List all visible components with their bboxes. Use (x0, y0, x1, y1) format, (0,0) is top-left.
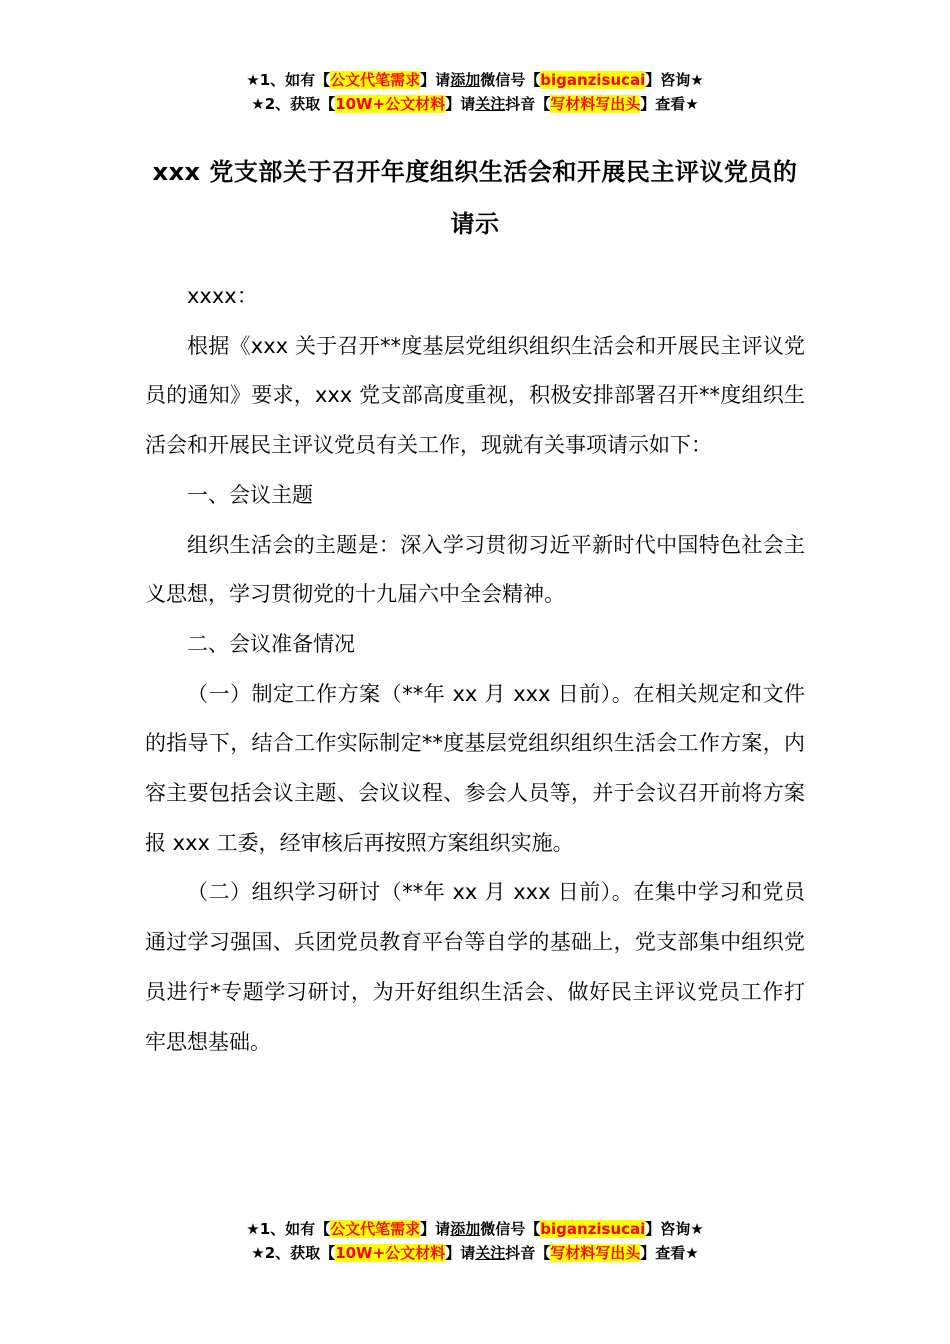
promo-highlight: 10W+公文材料 (335, 1244, 446, 1262)
promo-line-1 (0, 68, 950, 92)
promo-text: 】查看★ (640, 95, 699, 113)
promo-text: 】请 (445, 95, 476, 113)
promo-underlined: 关注 (475, 1244, 506, 1262)
promo-line-2 (0, 92, 950, 116)
promo-highlight: 10W+公文材料 (335, 95, 446, 113)
promo-text: 】查看★ (640, 1244, 699, 1262)
promo-underlined: 添加 (450, 71, 481, 89)
section-heading: 二、会议准备情况 (187, 631, 355, 656)
promo-line-1 (0, 1217, 950, 1241)
promo-text: 】请 (420, 71, 451, 89)
footer-promo-banner (0, 1217, 950, 1265)
body-paragraph: （一）制定工作方案（**年 xx 月 xxx 日前）。在相关规定和文件的指导下，结合工作实际制定**度基层党组织组织生活会工作方案，内容主要包括会议主题、会议议程、参会人员等，并于会议召开前将方案报 xxx 工委，经审核后再按照方案组织实施。 (145, 681, 805, 855)
promo-text: 】请 (445, 1244, 476, 1262)
section-heading: 一、会议主题 (187, 482, 313, 507)
promo-douyin-id: 写材料写出头 (550, 95, 641, 113)
promo-wechat-id: biganzisucai (540, 1220, 646, 1238)
body-paragraph: 组织生活会的主题是：深入学习贯彻习近平新时代中国特色社会主义思想，学习贯彻党的十九届六中全会精神。 (145, 532, 805, 607)
document-title: xxx 党支部关于召开年度组织生活会和开展民主评议党员的请示 (152, 158, 798, 238)
promo-text: ★2、获取【 (251, 1244, 336, 1262)
intro-paragraph: 根据《xxx 关于召开**度基层党组织组织生活会和开展民主评议党员的通知》要求，xxx 党支部高度重视，积极安排部署召开**度组织生活会和开展民主评议党员有关工作，现就有关事项请示如下： (145, 333, 805, 458)
promo-text: 微信号【 (480, 1220, 541, 1238)
promo-underlined: 关注 (475, 95, 506, 113)
promo-text: ★2、获取【 (251, 95, 336, 113)
promo-underlined: 添加 (450, 1220, 481, 1238)
promo-text: ★1、如有【 (246, 71, 331, 89)
promo-highlight: 公文代笔需求 (330, 71, 421, 89)
salutation: xxxx： (187, 284, 258, 308)
promo-highlight: 公文代笔需求 (330, 1220, 421, 1238)
promo-text: 】咨询★ (645, 1220, 704, 1238)
promo-text: 微信号【 (480, 71, 541, 89)
body-paragraph: （二）组织学习研讨（**年 xx 月 xxx 日前）。在集中学习和党员通过学习强国、兵团党员教育平台等自学的基础上，党支部集中组织党员进行*专题学习研讨，为开好组织生活会、做好民主评议党员工作打牢思想基础。 (145, 880, 805, 1054)
promo-text: 抖音【 (505, 95, 551, 113)
header-promo-banner (0, 68, 950, 116)
promo-text: 】咨询★ (645, 71, 704, 89)
document-body (145, 272, 805, 1067)
promo-wechat-id: biganzisucai (540, 71, 646, 89)
promo-douyin-id: 写材料写出头 (550, 1244, 641, 1262)
promo-text: 】请 (420, 1220, 451, 1238)
promo-line-2 (0, 1241, 950, 1265)
promo-text: 抖音【 (505, 1244, 551, 1262)
promo-text: ★1、如有【 (246, 1220, 331, 1238)
